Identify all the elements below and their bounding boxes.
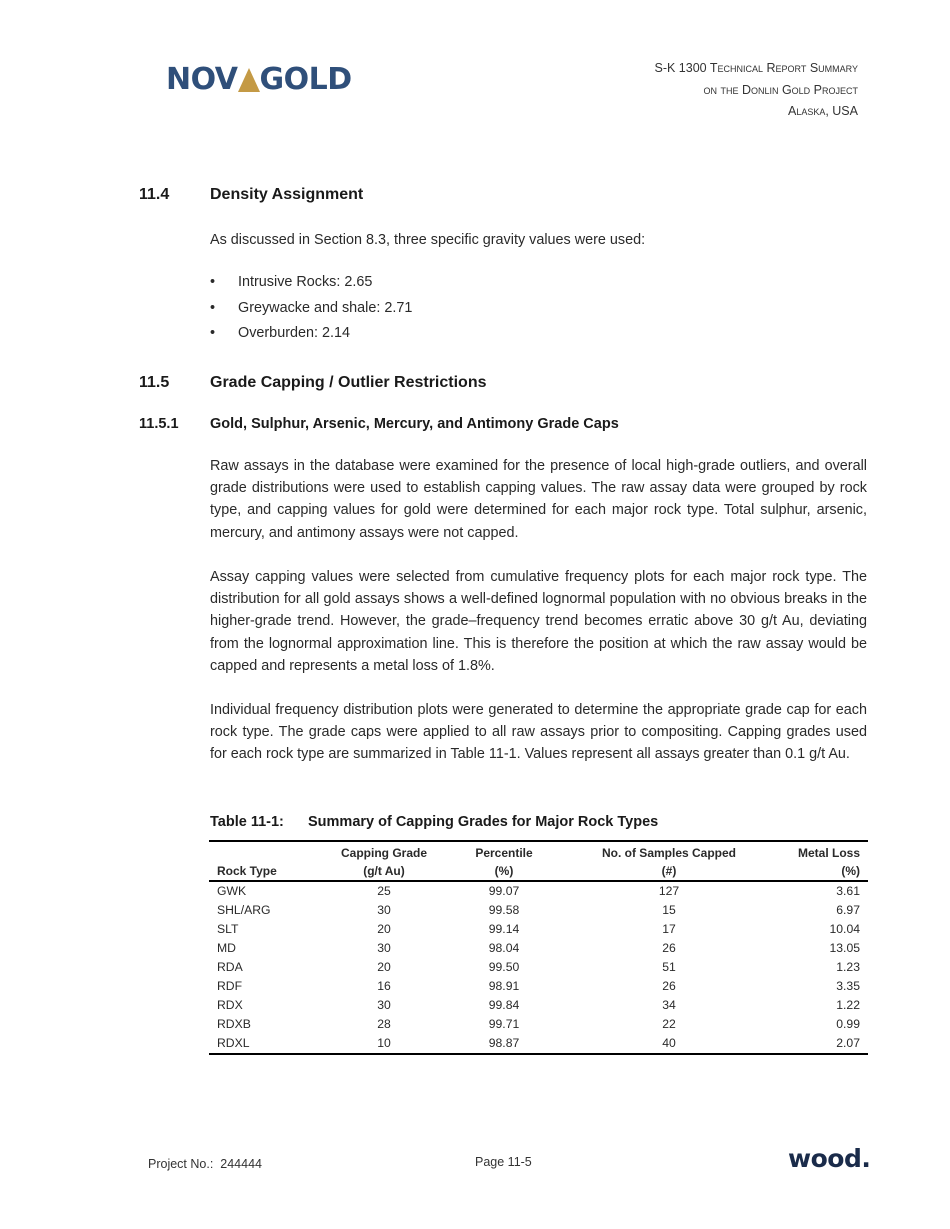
section-11-5-1-number: 11.5.1 (139, 416, 179, 432)
capping-grades-table (209, 840, 868, 1055)
section-11-5-title: Grade Capping / Outlier Restrictions (210, 374, 487, 391)
list-item: • Greywacke and shale: 2.71 (210, 296, 412, 322)
table-row: RDX 30 99.84 34 1.22 (217, 998, 860, 1012)
logo-triangle-icon (238, 64, 260, 92)
table-title: Summary of Capping Grades for Major Rock Types (308, 814, 659, 830)
paragraph-1: Raw assays in the database were examined for the presence of local high-grade outliers, and overall grade distributions were used to establish capping values. The raw assay data were grouped by rock type, and capping values for gold were determined for each major rock type. Total sulphur, arsenic, mercury, and antimony assays were not capped. (210, 458, 867, 541)
paragraph-2: Assay capping values were selected from cumulative frequency plots for each major rock type. The distribution for all gold assays shows a well-defined lognormal population with no obvious breaks in the higher-grade trend. However, the grade–frequency trend becomes erratic above 30 g/t Au, deviating from the lognormal approximation line. This is therefore the position at which the raw assay would be capped and represents a metal loss of 1.8%. (210, 569, 867, 674)
table-row: SLT 20 99.14 17 10.04 (217, 922, 860, 936)
table-row: SHL/ARG 30 99.58 15 6.97 (217, 903, 860, 917)
header-capping-grade: Capping Grade (g/t Au) (329, 841, 439, 881)
table-caption (210, 814, 658, 830)
specific-gravity-list (210, 270, 412, 347)
table-row: RDXB 28 99.71 22 0.99 (217, 1017, 860, 1031)
section-11-5-number: 11.5 (139, 374, 170, 391)
list-item: • Intrusive Rocks: 2.65 (210, 270, 412, 296)
header-rock-type: Rock Type (209, 841, 329, 881)
header-line-1: S-K 1300 Technical Report Summary (654, 61, 858, 75)
logo-text-pre: NOV (166, 62, 238, 97)
table-header-row (209, 841, 868, 881)
list-item: • Overburden: 2.14 (210, 321, 412, 347)
table-row: RDXL 10 98.87 40 2.07 (209, 1034, 868, 1054)
table-row: MD 30 98.04 26 13.05 (217, 941, 860, 955)
bullet-icon: • (210, 274, 216, 290)
header-line-2: on the Donlin Gold Project (703, 82, 858, 97)
table-label: Table 11-1: (210, 814, 284, 830)
table-row: GWK 25 99.07 127 3.61 (217, 884, 860, 898)
section-11-5-1-title: Gold, Sulphur, Arsenic, Mercury, and Antimony Grade Caps (210, 416, 619, 432)
header-percentile: Percentile (%) (439, 841, 569, 881)
project-number: Project No.: 244444 (148, 1157, 262, 1171)
paragraph-3: Individual frequency distribution plots were generated to determine the appropriate grade cap for each rock type. The grade caps were applied to all raw assays prior to compositing. Capping grades used for each rock type are summarized in Table 11-1. Values represent all assays greater than 0.1 g/t Au. (210, 702, 867, 763)
table-row: RDA 20 99.50 51 1.23 (217, 960, 860, 974)
bullet-icon: • (210, 299, 216, 316)
table-row: RDF 16 98.91 26 3.35 (217, 979, 860, 993)
report-header (655, 58, 859, 123)
wood-logo: wood. (788, 1144, 871, 1173)
section-11-4-title: Density Assignment (210, 186, 364, 203)
section-11-4-intro: As discussed in Section 8.3, three specific gravity values were used: (210, 232, 646, 248)
page-number: Page 11-5 (475, 1155, 532, 1169)
header-line-3: Alaska, USA (787, 104, 858, 118)
header-metal-loss: Metal Loss (%) (769, 841, 868, 881)
logo-text-post: GOLD (259, 62, 352, 97)
header-samples-capped: No. of Samples Capped (#) (569, 841, 769, 881)
bullet-icon: • (210, 325, 216, 341)
novagold-logo (166, 62, 352, 98)
section-11-4-number: 11.4 (139, 186, 170, 203)
